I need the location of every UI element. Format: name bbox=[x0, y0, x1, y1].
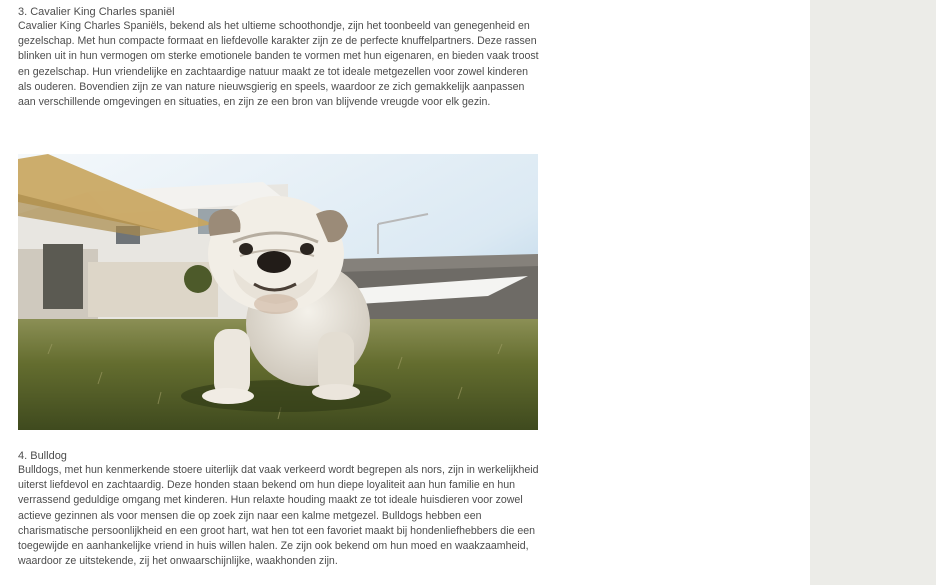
section-heading-cavalier: 3. Cavalier King Charles spaniël bbox=[18, 6, 175, 18]
right-sidebar bbox=[810, 0, 936, 585]
section-heading-bulldog: 4. Bulldog bbox=[18, 450, 67, 462]
bulldog-photo bbox=[18, 154, 538, 430]
article-section-cavalier bbox=[18, 5, 543, 110]
section-text-cavalier: Cavalier King Charles Spaniëls, bekend als het ultieme schoothondje, zijn het toonbeeld van genegenheid en gezelschap. Met hun compacte formaat en liefdevolle karakter zijn ze de perfecte knuffelpartners. Deze rassen blinken uit in hun vermogen om sterke emotionele banden te vormen met hun eigenaren, en bieden vaak troost en gezelschap. Hun vriendelijke en zachtaardige natuur maakt ze tot ideale metgezellen voor zowel kinderen als ouderen. Bovendien zijn ze van nature nieuwsgierig en speels, waardoor ze zich gemakkelijk aanpassen aan verschillende omgevingen en situaties, en zijn ze een bron van blijvende vreugde voor elk gezin. bbox=[18, 20, 539, 109]
article-section-bulldog bbox=[18, 449, 543, 569]
section-text-bulldog: Bulldogs, met hun kenmerkende stoere uiterlijk dat vaak verkeerd wordt begrepen als nors, zijn in werkelijkheid uiterst liefdevol en zachtaardig. Deze honden staan bekend om hun diepe loyaliteit aan hun familie en hun verrassend geduldige omgang met kinderen. Hun relaxte houding maakt ze tot ideale huisdieren voor zowel actieve gezinnen als voor mensen die op zoek zijn naar een kalme metgezel. Bulldogs hebben een charismatische persoonlijkheid en een groot hart, wat hen tot een favoriet maakt bij hondenliefhebbers die een toegewijde en aanhankelijke vriend in huis willen halen. Ze zijn ook bekend om hun moed en waakzaamheid, waardoor ze uitstekende, zij het onwaarschijnlijke, waakhonden zijn. bbox=[18, 464, 539, 568]
